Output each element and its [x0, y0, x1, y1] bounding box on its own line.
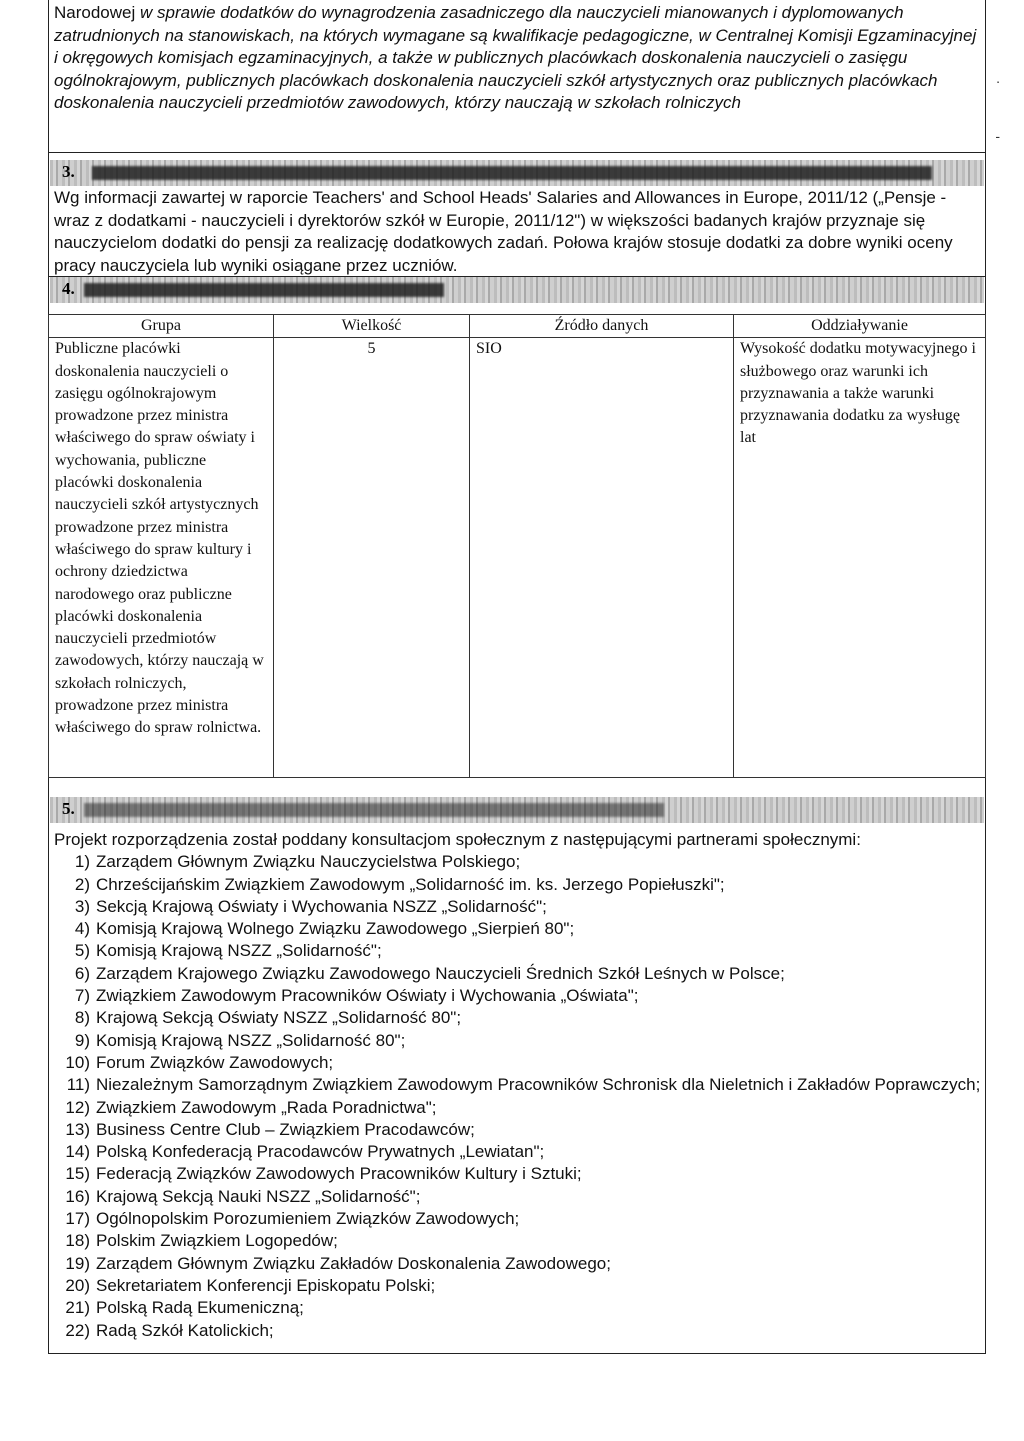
list-item-text: Komisją Krajową NSZZ „Solidarność 80"; — [96, 1030, 406, 1050]
list-item-text: Polską Konfederacją Pracodawców Prywatnych „Lewiatan"; — [96, 1142, 545, 1162]
list-item — [54, 1320, 984, 1342]
list-item — [54, 851, 984, 873]
section-3-text: Wg informacji zawartej w raporcie Teachers' and School Heads' Salaries and Allowances in Europe, 2011/12 („Pensje - wraz z dodatkami - nauczycieli i dyrektorów szkół w Europie, 2011/12") w większości badanych krajów przyznaje się nauczycielom dodatki do pensji za realizację dodatkowych zadań. Połowa krajów stosuje dodatki za dobre wyniki oceny pracy nauczyciela lub wyniki osiągane przez uczniów. — [54, 188, 953, 275]
list-item-text: Zarządem Głównym Związku Zakładów Doskonalenia Zawodowego; — [96, 1253, 611, 1273]
list-item — [54, 1186, 984, 1208]
list-item-number: 3) — [74, 896, 90, 916]
list-item — [54, 1253, 984, 1275]
redacted-heading — [84, 803, 664, 817]
list-item-number: 4) — [74, 919, 90, 939]
list-item — [54, 940, 984, 962]
list-item-number: 18) — [65, 1231, 90, 1251]
section-4-number: 4. — [62, 279, 75, 298]
partners-list — [54, 851, 984, 1342]
list-item — [54, 874, 984, 896]
list-item-text: Ogólnopolskim Porozumieniem Związków Zawodowych; — [96, 1209, 520, 1229]
list-item-text: Chrześcijańskim Związkiem Zawodowym „Solidarność im. ks. Jerzego Popiełuszki"; — [96, 874, 725, 894]
list-item-number: 6) — [74, 963, 90, 983]
list-item — [54, 918, 984, 940]
list-item-text: Forum Związków Zawodowych; — [96, 1052, 334, 1072]
list-item-text: Business Centre Club – Związkiem Pracodawców; — [96, 1119, 475, 1139]
list-item-text: Sekretariatem Konferencji Episkopatu Polski; — [96, 1275, 436, 1295]
section-3-number: 3. — [62, 162, 75, 181]
consultation-intro: Projekt rozporządzenia został poddany konsultacjom społecznym z następującymi partnerami społecznymi: — [54, 830, 861, 849]
intro-paragraph — [54, 2, 984, 115]
list-item-number: 12) — [65, 1097, 90, 1117]
list-item — [54, 985, 984, 1007]
list-item — [54, 1230, 984, 1252]
list-item — [54, 1163, 984, 1185]
list-item-text: Zarządem Krajowego Związku Zawodowego Nauczycieli Średnich Szkół Leśnych w Polsce; — [96, 963, 785, 983]
col-header-impact: Oddziaływanie — [734, 315, 986, 338]
list-item-number: 8) — [74, 1008, 90, 1028]
section-3-header — [50, 160, 984, 186]
list-item-text: Sekcją Krajową Oświaty i Wychowania NSZZ „Solidarność"; — [96, 896, 547, 916]
table-header-row — [49, 315, 986, 338]
list-item-text: Zarządem Głównym Związku Nauczycielstwa Polskiego; — [96, 852, 521, 872]
list-item-number: 7) — [74, 986, 90, 1006]
list-item-text: Radą Szkół Katolickich; — [96, 1320, 274, 1340]
cell-impact: Wysokość dodatku motywacyjnego i służbowego oraz warunki ich przyznawania a także warunki przyznawania dodatku za wysługę lat — [734, 338, 986, 778]
list-item — [54, 1275, 984, 1297]
list-item-text: Związkiem Zawodowym „Rada Poradnictwa"; — [96, 1097, 437, 1117]
list-item — [54, 1208, 984, 1230]
list-item-number: 1) — [74, 852, 90, 872]
section-4-header — [50, 277, 984, 303]
list-item — [54, 1119, 984, 1141]
list-item-text: Komisją Krajową Wolnego Związku Zawodowego „Sierpień 80"; — [96, 919, 575, 939]
list-item — [54, 1030, 984, 1052]
list-item-text: Komisją Krajową NSZZ „Solidarność"; — [96, 941, 382, 961]
intro-text: w sprawie dodatków do wynagrodzenia zasadniczego dla nauczycieli mianowanych i dyplomowanych zatrudnionych na stanowiskach, na których wymagane są kwalifikacje pedagogiczne, w Centralnej Komisji Egzaminacyjnej i okręgowych komisjach egzaminacyjnych, a także w publicznych placówkach doskonalenia nauczycieli o zasięgu ogólnokrajowym, publicznych placówkach doskonalenia nauczycieli szkół artystycznych oraz publicznych placówkach doskonalenia nauczycieli przedmiotów zawodowych, którzy nauczają w szkołach rolniczych — [54, 3, 977, 112]
table-row — [49, 338, 986, 778]
list-item-number: 9) — [74, 1030, 90, 1050]
list-item-number: 20) — [65, 1275, 90, 1295]
list-item-number: 14) — [65, 1142, 90, 1162]
cell-source: SIO — [470, 338, 734, 778]
section-divider — [48, 152, 986, 153]
list-item-number: 5) — [74, 941, 90, 961]
redacted-heading — [92, 166, 932, 180]
list-item-number: 16) — [65, 1186, 90, 1206]
intro-lead: Narodowej — [54, 3, 136, 22]
list-item-number: 11) — [66, 1075, 90, 1095]
groups-table — [48, 314, 986, 778]
col-header-source: Źródło danych — [470, 315, 734, 338]
list-item-number: 13) — [65, 1119, 90, 1139]
list-item-text: Związkiem Zawodowym Pracowników Oświaty i Wychowania „Oświata"; — [96, 986, 639, 1006]
list-item-text: Krajową Sekcją Oświaty NSZZ „Solidarność 80"; — [96, 1008, 462, 1028]
list-item-number: 17) — [65, 1209, 90, 1229]
section-5-header — [50, 797, 984, 823]
consultation-section — [54, 829, 984, 1342]
list-item-text: Krajową Sekcją Nauki NSZZ „Solidarność"; — [96, 1186, 421, 1206]
list-item — [54, 896, 984, 918]
margin-mark: . — [996, 70, 1000, 86]
list-item — [54, 1097, 984, 1119]
list-item-number: 15) — [65, 1164, 90, 1184]
list-item-text: Polską Radą Ekumeniczną; — [96, 1298, 304, 1318]
list-item — [54, 1052, 984, 1074]
list-item-text: Niezależnym Samorządnym Związkiem Zawodowym Pracowników Schronisk dla Nieletnich i Zakładów Poprawczych; — [96, 1075, 981, 1095]
list-item — [54, 1074, 984, 1096]
section-5-number: 5. — [62, 799, 75, 818]
list-item-number: 21) — [65, 1298, 90, 1318]
list-item-text: Polskim Związkiem Logopedów; — [96, 1231, 338, 1251]
list-item — [54, 1297, 984, 1319]
list-item — [54, 1007, 984, 1029]
list-item-text: Federacją Związków Zawodowych Pracowników Kultury i Sztuki; — [96, 1164, 582, 1184]
margin-mark: - — [995, 128, 1000, 144]
list-item — [54, 963, 984, 985]
list-item-number: 2) — [74, 874, 90, 894]
col-header-size: Wielkość — [274, 315, 470, 338]
cell-size: 5 — [274, 338, 470, 778]
list-item-number: 22) — [65, 1320, 90, 1340]
list-item — [54, 1141, 984, 1163]
list-item-number: 10) — [65, 1052, 90, 1072]
cell-group: Publiczne placówki doskonalenia nauczycieli o zasięgu ogólnokrajowym prowadzone przez ministra właściwego do spraw oświaty i wychowania, publiczne placówki doskonalenia nauczycieli szkół artystycznych prowadzone przez ministra właściwego do spraw kultury i ochrony dziedzictwa narodowego oraz publiczne placówki doskonalenia nauczycieli przedmiotów zawodowych, którzy nauczają w szkołach rolniczych, prowadzone przez ministra właściwego do spraw rolnictwa. — [49, 338, 274, 778]
list-item-number: 19) — [65, 1253, 90, 1273]
redacted-heading — [84, 283, 444, 297]
col-header-group: Grupa — [49, 315, 274, 338]
